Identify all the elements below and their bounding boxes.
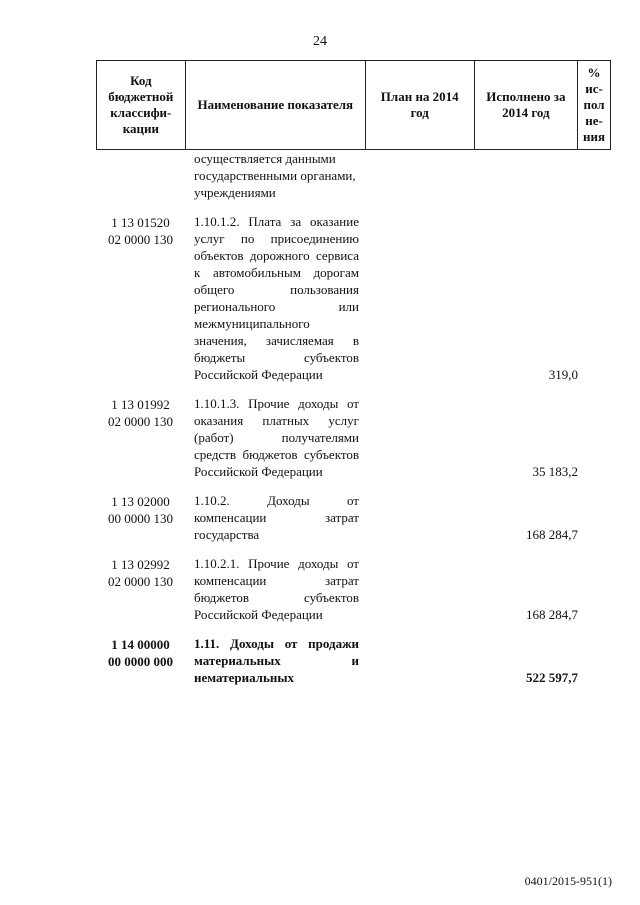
- table-row: [96, 492, 611, 543]
- row-plan: [359, 635, 468, 686]
- row-plan: [359, 492, 468, 543]
- table-row: [96, 635, 611, 686]
- row-plan: [359, 213, 468, 383]
- row-executed: 522 597,7: [526, 670, 578, 685]
- table-row: [96, 555, 611, 623]
- page-number: 24: [313, 34, 327, 49]
- row-executed: 168 284,7: [526, 527, 578, 542]
- row-code: 1 13 01520 02 0000 130: [108, 215, 173, 247]
- row-percent: [578, 555, 610, 623]
- header-executed: Исполнено за 2014 год: [475, 61, 579, 149]
- row-name: осуществляется данными государственными органами, учреждениями: [194, 151, 356, 200]
- table-row: [96, 150, 611, 201]
- row-name: 1.10.1.2. Плата за оказание услуг по присоединению объектов дорожного сервиса к автомобильным дорогам общего пользования регионального или межмуниципального значения, зачисляемая в бюджеты субъектов Российской Федерации: [194, 214, 359, 382]
- table-header: [96, 60, 611, 150]
- row-code: 1 14 00000 00 0000 000: [108, 637, 173, 669]
- row-name: 1.10.2. Доходы от компенсации затрат государства: [194, 493, 359, 542]
- row-plan: [359, 395, 468, 480]
- row-percent: [578, 395, 610, 480]
- row-code: [96, 150, 185, 201]
- row-percent: [578, 213, 610, 383]
- row-executed: 35 183,2: [532, 464, 578, 479]
- row-percent: [578, 635, 610, 686]
- row-code: 1 13 02992 02 0000 130: [108, 557, 173, 589]
- header-code: Код бюджетной классифи- кации: [97, 61, 186, 149]
- row-name: 1.10.2.1. Прочие доходы от компенсации затрат бюджетов субъектов Российской Федерации: [194, 556, 359, 622]
- row-code: 1 13 02000 00 0000 130: [108, 494, 173, 526]
- row-plan: [359, 150, 468, 201]
- row-percent: [578, 150, 610, 201]
- header-plan: План на 2014 год: [366, 61, 475, 149]
- row-name: 1.10.1.3. Прочие доходы от оказания платных услуг (работ) получателями средств бюджетов субъектов Российской Федерации: [194, 396, 359, 479]
- row-name: 1.11. Доходы от продажи материальных и нематериальных: [194, 636, 359, 685]
- document-code: 0401/2015-951(1): [524, 874, 612, 888]
- row-executed: 168 284,7: [526, 607, 578, 622]
- header-percent: % ис- пол не- ния: [583, 65, 606, 144]
- row-code: 1 13 01992 02 0000 130: [108, 397, 173, 429]
- table-row: [96, 213, 611, 383]
- row-percent: [578, 492, 610, 543]
- table-body: [96, 150, 611, 698]
- row-executed: 319,0: [548, 367, 578, 382]
- row-plan: [359, 555, 468, 623]
- header-name: Наименование показателя: [186, 61, 366, 149]
- row-executed: [474, 150, 578, 201]
- table-row: [96, 395, 611, 480]
